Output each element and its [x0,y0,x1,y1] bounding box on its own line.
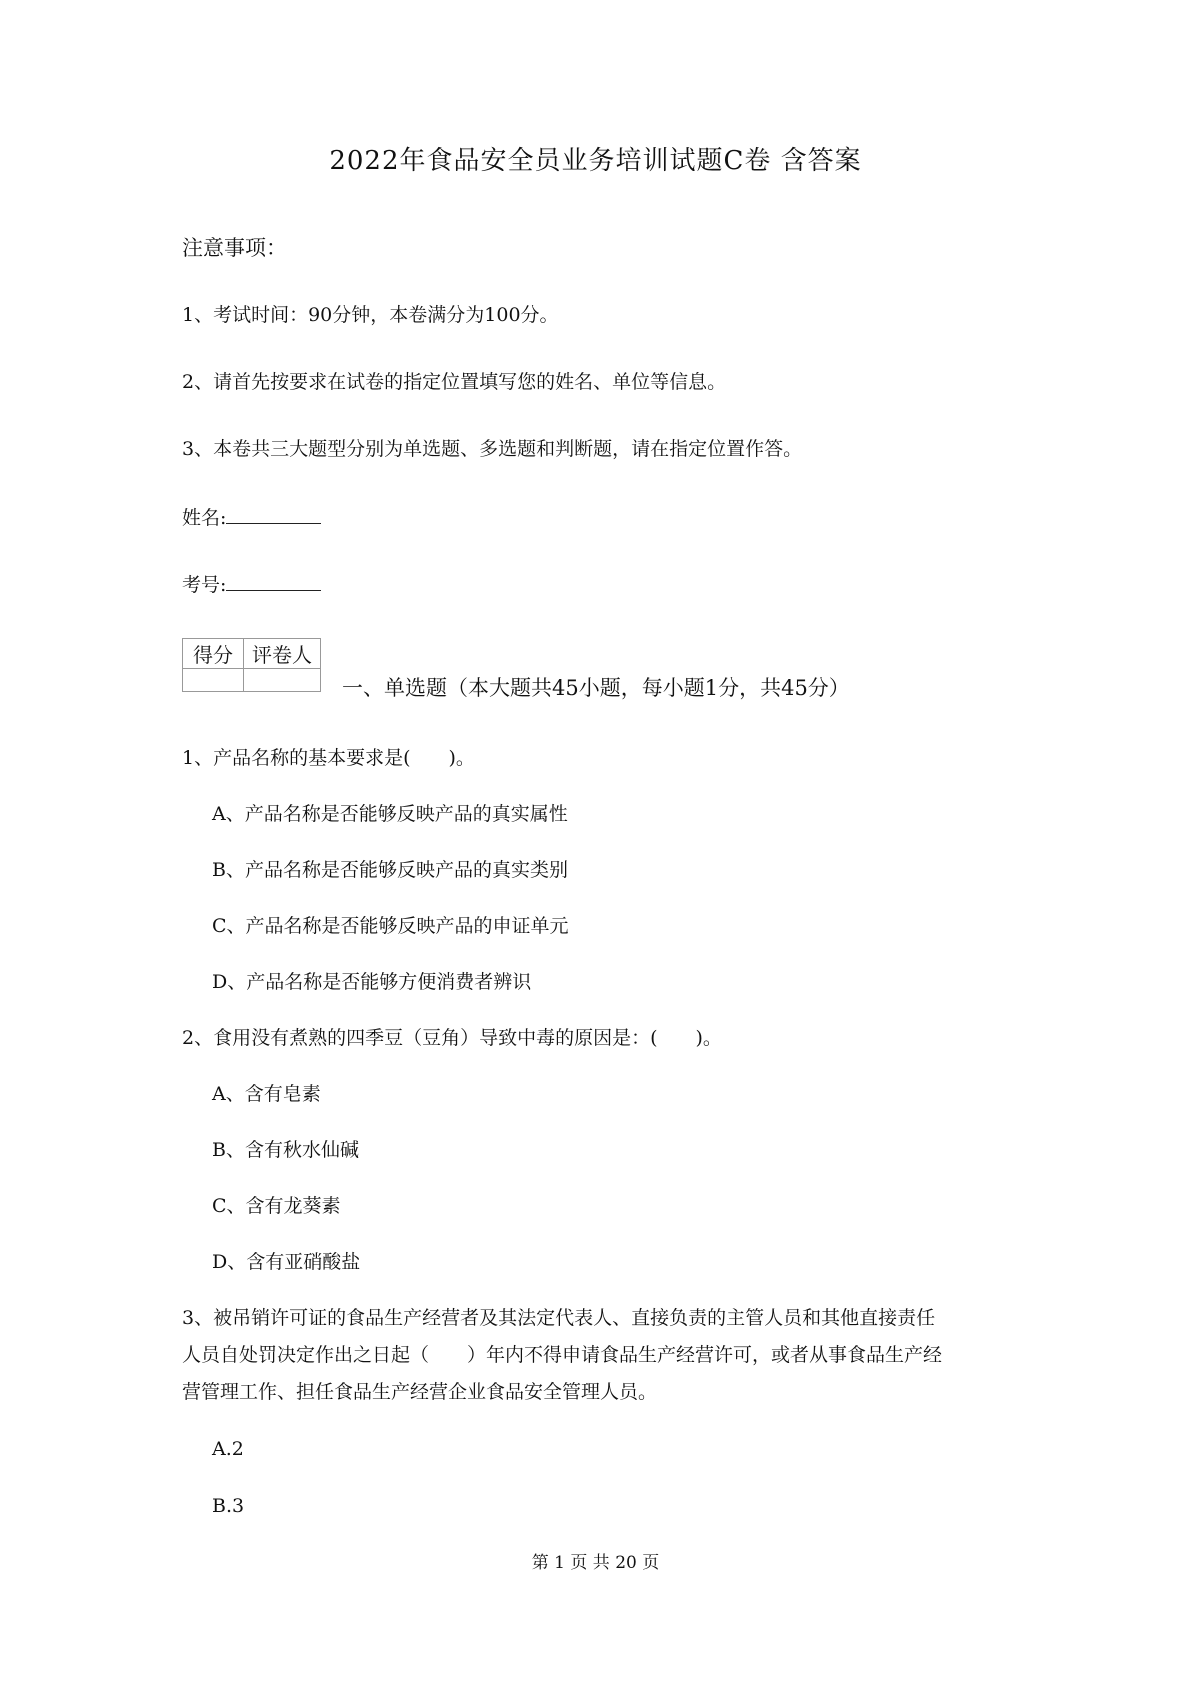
notice-item: 3、本卷共三大题型分别为单选题、多选题和判断题，请在指定位置作答。 [182,438,803,460]
question-option[interactable]: A、含有皂素 [212,1083,321,1105]
name-label: 姓名: [182,507,227,529]
question-option[interactable]: B、含有秋水仙碱 [212,1139,359,1161]
question-option[interactable]: D、含有亚硝酸盐 [212,1251,361,1273]
page-footer: 第 1 页 共 20 页 [531,1553,660,1573]
score-table [182,638,321,692]
name-field[interactable] [182,503,321,531]
document-title: 2022年食品安全员业务培训试题C卷 含答案 [329,146,862,176]
id-field[interactable] [182,570,321,598]
question-option[interactable]: C、产品名称是否能够反映产品的申证单元 [212,915,569,937]
question-option[interactable]: C、含有龙葵素 [212,1195,341,1217]
score-cell[interactable] [183,669,244,692]
question-option[interactable]: B.3 [212,1495,245,1517]
question-option[interactable]: A、产品名称是否能够反映产品的真实属性 [212,803,568,825]
grader-header: 评卷人 [244,639,321,669]
section-title: 一、单选题（本大题共45小题，每小题1分，共45分） [342,676,850,700]
question-option[interactable]: B、产品名称是否能够反映产品的真实类别 [212,859,568,881]
question-stem-line: 3、被吊销许可证的食品生产经营者及其法定代表人、直接负责的主管人员和其他直接责任 [182,1307,936,1329]
notice-heading: 注意事项： [182,236,287,260]
id-label: 考号: [182,574,227,596]
question-stem-line: 人员自处罚决定作出之日起（ ）年内不得申请食品生产经营许可，或者从事食品生产经 [182,1344,943,1366]
question-stem-line: 营管理工作、担任食品生产经营企业食品安全管理人员。 [182,1381,658,1403]
question-option[interactable]: A.2 [212,1438,244,1460]
question-stem: 2、食用没有煮熟的四季豆（豆角）导致中毒的原因是：( )。 [182,1027,722,1049]
question-stem: 1、产品名称的基本要求是( )。 [182,747,475,769]
id-blank[interactable] [226,570,321,591]
name-blank[interactable] [226,503,321,524]
notice-item: 2、请首先按要求在试卷的指定位置填写您的姓名、单位等信息。 [182,371,727,393]
notice-item: 1、考试时间：90分钟，本卷满分为100分。 [182,304,559,326]
score-header: 得分 [183,639,244,669]
question-option[interactable]: D、产品名称是否能够方便消费者辨识 [212,971,532,993]
grader-cell[interactable] [244,669,321,692]
